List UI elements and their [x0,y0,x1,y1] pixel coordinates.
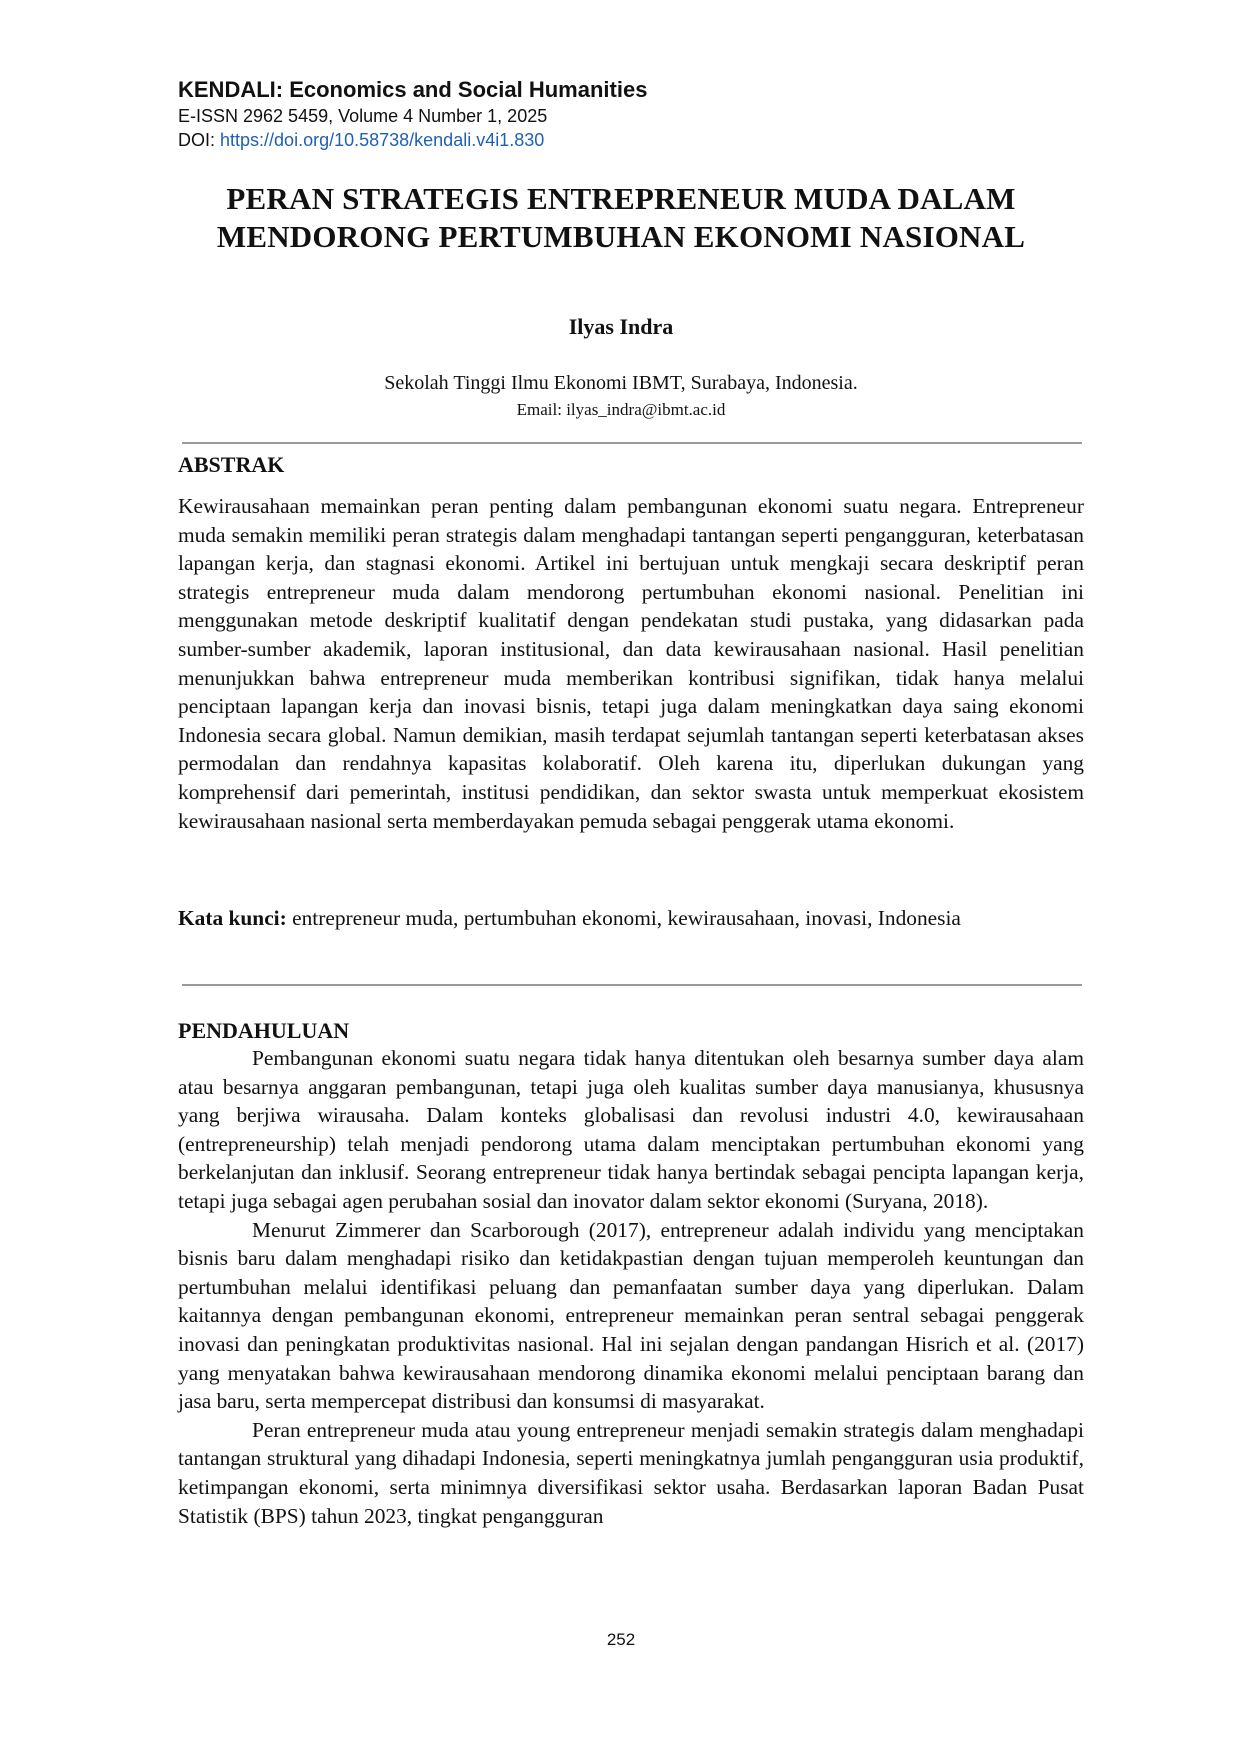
journal-header [178,76,647,152]
title-line-2: MENDORONG PERTUMBUHAN EKONOMI NASIONAL [216,219,1026,254]
abstract-heading: ABSTRAK [178,452,285,477]
article-title [150,180,1092,256]
author-affiliation: Sekolah Tinggi Ilmu Ekonomi IBMT, Surabaya, Indonesia. [384,372,858,394]
introduction-body [178,1044,1084,1530]
doi-link[interactable]: https://doi.org/10.58738/kendali.v4i1.830 [220,130,545,150]
page-number: 252 [606,1630,636,1649]
introduction-heading: PENDAHULUAN [178,1018,350,1043]
journal-doi [178,128,647,152]
paragraph: Menurut Zimmerer dan Scarborough (2017), entrepreneur adalah individu yang menciptakan bisnis baru dalam menghadapi risiko dan ketidakpastian dengan tujuan memperoleh keuntungan dan pertumbuhan melalui identifikasi peluang dan pemanfaatan sumber daya yang diperlukan. Dalam kaitannya dengan pembangunan ekonomi, entrepreneur memainkan peran sentral sebagai penggerak inovasi dan peningkatan produktivitas nasional. Hal ini sejalan dengan pandangan Hisrich et al. (2017) yang menyatakan bahwa kewirausahaan mendorong dinamika ekonomi melalui penciptaan barang dan jasa baru, serta mempercepat distribusi dan konsumsi di masyarakat. [178,1217,1084,1414]
keywords-label: Kata kunci: [178,906,287,930]
paragraph: Peran entrepreneur muda atau young entrepreneur menjadi semakin strategis dalam menghadapi tantangan struktural yang dihadapi Indonesia, seperti meningkatnya jumlah pengangguran usia produktif, ketimpangan ekonomi, serta minimnya diversifikasi sektor usaha. Berdasarkan laporan Badan Pusat Statistik (BPS) tahun 2023, tingkat pengangguran [178,1417,1084,1528]
divider-bottom [182,984,1082,986]
paragraph: Pembangunan ekonomi suatu negara tidak hanya ditentukan oleh besarnya sumber daya alam atau besarnya anggaran pembangunan, tetapi juga oleh kualitas sumber daya manusianya, khususnya yang berjiwa wirausaha. Dalam konteks globalisasi dan revolusi industri 4.0, kewirausahaan (entrepreneurship) telah menjadi pendorong utama dalam menciptakan pertumbuhan ekonomi yang berkelanjutan dan inklusif. Seorang entrepreneur tidak hanya bertindak sebagai pencipta lapangan kerja, tetapi juga sebagai agen perubahan sosial dan inovator dalam sektor ekonomi (Suryana, 2018). [178,1046,1084,1213]
journal-issn: E-ISSN 2962 5459, Volume 4 Number 1, 2025 [178,106,548,126]
journal-name: KENDALI: Economics and Social Humanities [178,77,648,102]
keywords [178,904,1084,933]
title-line-1: PERAN STRATEGIS ENTREPRENEUR MUDA DALAM [226,181,1016,216]
abstract-text: Kewirausahaan memainkan peran penting dalam pembangunan ekonomi suatu negara. Entrepreneur muda semakin memiliki peran strategis dalam menghadapi tantangan seperti pengangguran, keterbatasan lapangan kerja, dan stagnasi ekonomi. Artikel ini bertujuan untuk mengkaji secara deskriptif peran strategis entrepreneur muda dalam mendorong pertumbuhan ekonomi nasional. Penelitian ini menggunakan metode deskriptif kualitatif dengan pendekatan studi pustaka, yang didasarkan pada sumber-sumber akademik, laporan institusional, dan data kewirausahaan nasional. Hasil penelitian menunjukkan bahwa entrepreneur muda memberikan kontribusi signifikan, tidak hanya melalui penciptaan lapangan kerja dan inovasi bisnis, tetapi juga dalam meningkatkan daya saing ekonomi Indonesia secara global. Namun demikian, masih terdapat sejumlah tantangan seperti keterbatasan akses permodalan dan rendahnya kapasitas kolaboratif. Oleh karena itu, diperlukan dukungan yang komprehensif dari pemerintah, institusi pendidikan, dan sektor swasta untuk memperkuat ekosistem kewirausahaan nasional serta memberdayakan pemuda sebagai penggerak utama ekonomi. [178,494,1084,833]
author-name: Ilyas Indra [568,314,674,339]
keywords-list: entrepreneur muda, pertumbuhan ekonomi, kewirausahaan, inovasi, Indonesia [286,906,961,930]
divider-top [182,442,1082,444]
doi-label: DOI: [178,130,221,150]
author-email: Email: ilyas_indra@ibmt.ac.id [516,400,726,419]
